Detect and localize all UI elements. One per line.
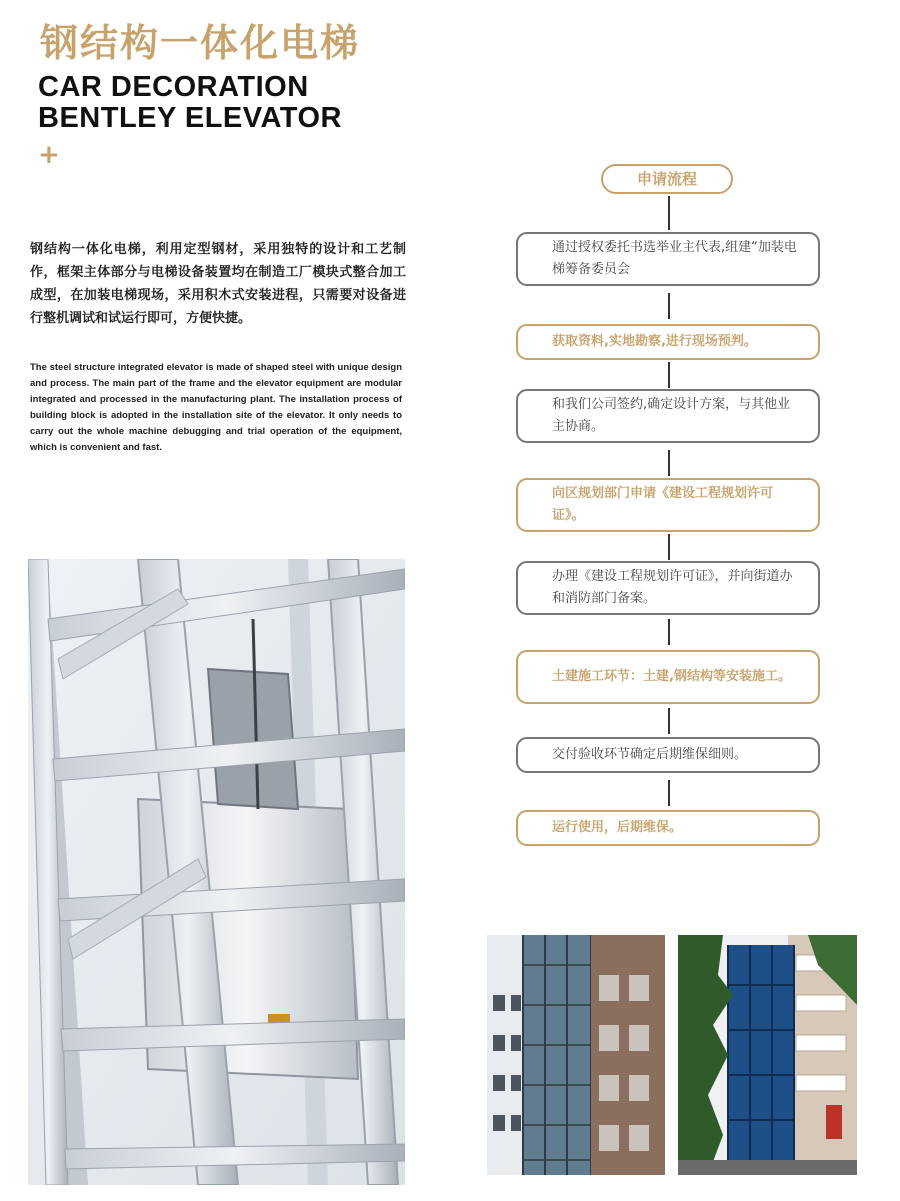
flow-connector	[668, 362, 670, 388]
flow-connector	[668, 619, 670, 645]
flow-step-7	[516, 737, 820, 773]
flow-connector	[668, 450, 670, 476]
flow-connector	[668, 708, 670, 734]
flow-step-text: 和我们公司签约,确定设计方案，与其他业主协商。	[552, 397, 791, 434]
elevator-photo-2	[678, 935, 857, 1175]
title-cn: 钢结构一体化电梯	[40, 20, 361, 65]
flow-step-3	[516, 389, 820, 443]
flow-step-text: 交付验收环节确定后期维保细则。	[552, 747, 748, 762]
title-en-line1: CAR DECORATION	[38, 71, 309, 103]
flow-step-text: 土建施工环节：土建,钢结构等安装施工。	[552, 669, 791, 684]
title-en	[38, 72, 342, 134]
flow-step-1	[516, 232, 820, 286]
flow-connector	[668, 780, 670, 806]
flow-step-6	[516, 650, 820, 704]
flow-step-text: 通过授权委托书选举业主代表,组建“加装电梯筹备委员会	[552, 240, 797, 277]
flow-step-text: 办理《建设工程规划许可证》，并向街道办和消防部门备案。	[552, 569, 793, 606]
flow-connector	[668, 534, 670, 560]
intro-english: The steel structure integrated elevator is made of shaped steel with unique design and process. The main part of the frame and the elevator equipment are modular integrated and processed in the manufacturing plant. The installation process of building block is adopted in the installation site of the elevator. It only needs to carry out the whole machine debugging and trial operation of the equipment, which is convenient and fast.	[30, 362, 402, 453]
application-process-title: 申请流程	[601, 164, 733, 194]
flow-step-text: 获取资料,实地勘察,进行现场预判。	[552, 334, 757, 349]
intro-chinese: 钢结构一体化电梯，利用定型钢材，采用独特的设计和工艺制作，框架主体部分与电梯设备装置均在制造工厂模块式整合加工成型，在加装电梯现场，采用积木式安装进程，只需要对设备进行整机调试和试运行即可，方便快捷。	[30, 242, 406, 326]
plus-icon: +	[38, 140, 60, 170]
flow-connector	[668, 293, 670, 319]
flow-step-4	[516, 478, 820, 532]
flow-connector	[668, 196, 670, 230]
elevator-photo-1	[487, 935, 665, 1175]
flow-step-2	[516, 324, 820, 360]
flow-step-text: 运行使用，后期维保。	[552, 820, 683, 835]
flow-step-5	[516, 561, 820, 615]
flow-step-text: 向区规划部门申请《建设工程规划许可证》。	[552, 486, 774, 523]
flow-step-8	[516, 810, 820, 846]
title-en-line2: BENTLEY ELEVATOR	[38, 102, 342, 134]
elevator-frame-image	[28, 559, 405, 1185]
